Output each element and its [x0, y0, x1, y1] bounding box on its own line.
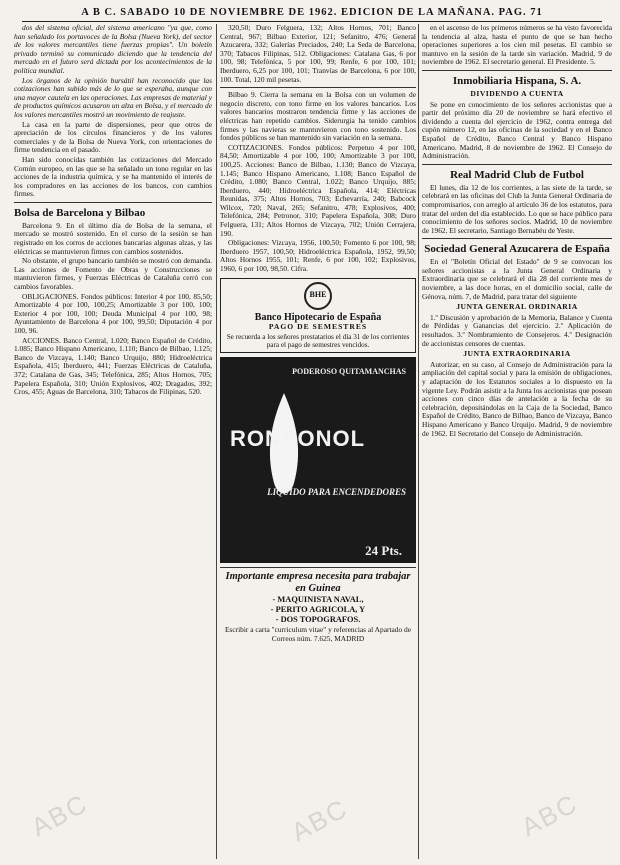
- notice-heading-azucarera: Sociedad General Azucarera de España: [424, 243, 610, 256]
- divider: [422, 70, 612, 71]
- column-3: [422, 24, 612, 859]
- ad-subtitle: PAGO DE SEMESTRES: [268, 321, 368, 331]
- intro-paragraph: Los órganos de la opinión bursátil han reconocido que las cotizaciones han subido más de lo que se esperaba, aunque con una mayor cautela en las operaciones. Las empresas de material y de productos químicos acusaron un alza en Bolsa, y el mercado de los valores mercantiles mostró un movimiento de reajuste.: [14, 75, 212, 119]
- body-paragraph: Autorizar, en su caso, al Consejo de Administración para la ampliación del capital social y para la emisión de obligaciones, y adaptación de los Estatutos sociales a lo dispuesto en la vigente Ley. Podrán asistir a la Junta los accionistas que posean acciones con cinco días de antelación a la fecha de su celebración, depositándolas en la Caja de la Sociedad, Banco Español de Crédito, Banco de Bilbao, Banco de Vizcaya, Banco Hispano Americano y Banco Urquijo. Madrid, 9 de noviembre de 1962. El Secretario del Consejo de Administración.: [422, 359, 612, 438]
- section-heading-bolsa: Bolsa de Barcelona y Bilbao: [14, 206, 146, 219]
- ad-price: 24 Pts.: [365, 542, 402, 558]
- body-paragraph: COTIZACIONES. Fondos públicos: Perpetuo 4 por 100, 84,50; Amortizable 4 por 100, 100; Amortizable 3 por 100, 100,25. Acciones: Banco de Bilbao, 1.130; Banco de Vizcaya, 1.145; Banco Hispano Americano, 1.108; Banco Español de Crédito, 1.080; Banco Central, 1.022; Banco Urquijo, 885; Iberduero, 440; Hidroeléctrica Española, 414; Eléctricas Reunidas, 375; Altos Hornos, 703; Echevarría, 240; Babcock Wilcox, 720; Naval, 265; Sefanitro, 478; Explosivos, 400; Telefónica, 284; Petronor, 310; Papelera Española, 308; Duro Felguera, 131; Altos Hornos de Vizcaya, 702; Unión Cerrajera, 190.: [220, 142, 416, 238]
- watermark: ABC: [286, 792, 353, 848]
- ad-footer: Escribir a carta "curriculum vitae" y referencias al Apartado de Correos núm. 7.625, MADRID: [225, 625, 411, 644]
- bank-logo-icon: BHE: [304, 282, 332, 310]
- bank-advertisement: [220, 278, 416, 354]
- job-item: - MAQUINISTA NAVAL,: [272, 595, 364, 605]
- body-paragraph: 1.º Discusión y aprobación de la Memoria, Balance y Cuenta de Pérdidas y Ganancias del ejercicio. 2.º Aplicación de resultados. 3.º Nombramiento de Consejeros. 4.º Designación de accionistas censores de cuentas.: [422, 312, 612, 348]
- watermark: ABC: [26, 787, 93, 843]
- column-1: [14, 24, 212, 859]
- watermark: ABC: [516, 787, 583, 843]
- ad-product-line: LIQUIDO PARA ENCENDEDORES: [267, 487, 406, 498]
- body-paragraph: El lunes, día 12 de los corrientes, a las siete de la tarde, se celebrará en las oficinas del Club la Junta General Ordinaria de compromisarios, con arreglo al artículo 36 de los estatutos, para tratar del orden del día establecido. Lo que se hace público para conocimiento de los señores socios. Madrid, 10 de noviembre de 1962. El secretario, Santiago Bernabéu de Yeste.: [422, 182, 612, 235]
- ad-brand: RONSONOL: [230, 426, 366, 452]
- body-paragraph: en el ascenso de los primeros números se ha visto favorecida la tendencia al alza, hasta el punto de que se han hecho operaciones superiores a los cien mil pesetas. El cambio se mantuvo en la sesión de la tarde sin variación. Madrid, 9 de noviembre de 1962. El secretario general. El Presidente. 5.: [422, 24, 612, 67]
- column-divider: [418, 24, 419, 859]
- notice-subheading: JUNTA EXTRAORDINARIA: [463, 349, 571, 359]
- job-item: - DOS TOPOGRAFOS.: [275, 615, 361, 625]
- body-paragraph: Se pone en conocimiento de los señores accionistas que a partir del próximo día 20 de noviembre se hará efectivo el dividendo a cuenta del ejercicio de 1962, contra entrega del cupón número 12, en las oficinas de la sociedad y en el Banco Español de Crédito, Banco Central y Banco Hispano Americano. Madrid, 8 de noviembre de 1962. El Consejo de Administración.: [422, 99, 612, 161]
- body-paragraph: 320,50; Duro Felguera, 132; Altos Hornos, 701; Banco Central, 967; Bilbao Exterior, 121; Sefanitro, 476; General Azucarera, 332; Galerías Preciados, 240; La Seda de Barcelona, 370; Tabacos Filipinas, 512. Obligaciones: Catalana Gas, 6 por 100, 98; Telefónica, 5 por 100, 99; Renfe, 6 por 100, 101; Iberduero, 6,25 por 100, 101; Tranvías de Barcelona, 6 por 100, 100. Total, 120 mil pesetas.: [220, 24, 416, 84]
- body-paragraph: Han sido conocidas también las cotizaciones del Mercado Común europeo, en las que se ha señalado un tono regular en las acciones de la industria química, y se ha mantenido el interés de los compradores en las acciones de los bancos, con cambios firmes.: [14, 154, 212, 199]
- ad-tagline: PODEROSO QUITAMANCHAS: [292, 367, 406, 377]
- notice-heading-real-madrid: Real Madrid Club de Futbol: [450, 168, 584, 181]
- divider: [14, 202, 212, 203]
- ronsonol-advertisement: [220, 357, 416, 563]
- notice-heading-inmobiliaria: Inmobiliaria Hispana, S. A.: [452, 74, 582, 87]
- notice-subheading: DIVIDENDO A CUENTA: [470, 88, 564, 98]
- intro-paragraph: dos del sistema oficial, del sistema americano "ya que, como han señalado los portavoces de la Bolsa (Nueva York), del sector de los valores mercantiles tiene fuerzas propias". Un boletín privado terminó su comunicado diciendo que la tendencia del mercado en el futuro será dictada por los acontecimientos de la política mundial.: [14, 24, 212, 75]
- column-2: [220, 24, 416, 859]
- body-paragraph: La casa en la parte de dispersiones, peor que otros de apreciación de los círculos financieros y de los valores comerciales y de la Bolsa de Nueva York, con orientaciones de firme tendencia en el pasado.: [14, 119, 212, 155]
- job-advertisement: [220, 567, 416, 643]
- body-paragraph: OBLIGACIONES. Fondos públicos: Interior 4 por 100, 85,50; Amortizable 4 por 100, 100,25; Amortizable 3 por 100, 100; Exterior 4 por 100, 100; Deuda Municipal 4 por 100, 98; Ayuntamiento de Barcelona 4 por 100, 99,50; Diputación 4 por 100, 96.: [14, 291, 212, 335]
- page-header: A B C. SABADO 10 DE NOVIEMBRE DE 1962. EDICION DE LA MAÑANA. PAG. 71: [22, 7, 602, 22]
- ad-body: Se recuerda a los señores prestatarios el día 31 de los corrientes para el pago de semestres vencidos.: [226, 333, 410, 350]
- divider: [220, 87, 416, 88]
- divider: [422, 238, 612, 239]
- job-item: - PERITO AGRICOLA, Y: [270, 605, 366, 615]
- ad-title: Importante empresa necesita para trabajar en Guinea: [225, 571, 411, 595]
- body-paragraph: Obligaciones: Vizcaya, 1956, 100,50; Fomento 6 por 100, 98; Iberduero 1957, 100,50; Hidroeléctrica Española, 1952, 99,50; Altos Hornos 1955, 101; Renfe, 6 por 100, 102; Explosivos, 1960, 6 por 100, 98,50. Cifra.: [220, 238, 416, 274]
- notice-subheading: JUNTA GENERAL ORDINARIA: [456, 302, 578, 312]
- body-paragraph: No obstante, el grupo bancario también se mostró con demanda. Las acciones de Fomento de Obras y Construcciones se mantuvieron firmes, y Fuerzas Eléctricas de Cataluña cerró con cambios favorables.: [14, 256, 212, 292]
- body-paragraph: ACCIONES. Banco Central, 1.020; Banco Español de Crédito, 1.085; Banco Hispano Americano, 1.110; Banco de Bilbao, 1.125; Banco de Vizcaya, 1.140; Banco Urquijo, 880; Hidroeléctrica Española, 415; Iberduero, 441; Fuerzas Eléctricas de Cataluña, 372; Catalana de Gas, 345; Telefónica, 285; Altos Hornos, 705; Papelera Española, 310; Unión Explosivos, 402; Dragados, 392; Cros, 455; Aguas de Barcelona, 310; Tabacos de Filipinas, 520.: [14, 335, 212, 397]
- ad-title: Banco Hipotecario de España: [254, 311, 382, 323]
- body-paragraph: Bilbao 9. Cierra la semana en la Bolsa con un volumen de negocio discreto, con tono firme en los valores bancarios. Los valores bancarios mostraron tendencia firme y las acciones de eléctricas han repetido cambios. Siderurgia ha tenido cambios firmes y las navieras se mantuvieron con tono sostenido. Los fondos públicos se han mantenido sin variación en la semana.: [220, 90, 416, 143]
- body-paragraph: Barcelona 9. En el último día de Bolsa de la semana, el mercado se mostró sostenido. En el curso de la sesión se han registrado en los corros de acciones bancarias algunas alzas, y las eléctricas se mantuvieron firmes con cambios sostenidos.: [14, 220, 212, 256]
- body-paragraph: En el "Boletín Oficial del Estado" de 9 se convocan los señores accionistas a la Junta General Ordinaria y Extraordinaria que se celebrará el día 28 del corriente mes de noviembre, a las doce horas, en el domicilio social, calle de Génova, núm. 7, de Madrid, para tratar del siguiente: [422, 257, 612, 301]
- divider: [422, 164, 612, 165]
- column-divider: [216, 24, 217, 859]
